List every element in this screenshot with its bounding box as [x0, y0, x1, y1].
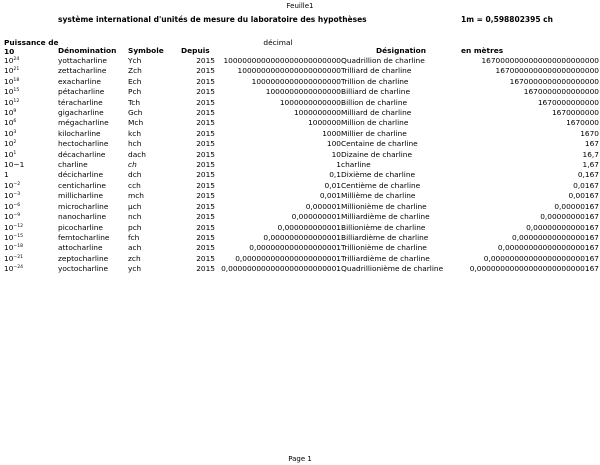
cell-since: 2015 — [196, 66, 215, 76]
cell-symbol: Tch — [128, 97, 141, 107]
power-base: 10 — [4, 66, 14, 76]
cell-decimal: 1000000000000000 — [265, 87, 341, 97]
page-footer: Page 1 — [288, 455, 312, 463]
cell-name: charline — [58, 160, 88, 170]
power-base: 10 — [4, 87, 14, 97]
cell-meters: 1670000000000000000000 — [495, 66, 599, 76]
cell-power — [4, 254, 58, 264]
cell-designation: Million de charline — [341, 118, 409, 128]
cell-power — [4, 87, 58, 97]
cell-power — [4, 98, 58, 108]
cell-since: 2015 — [196, 253, 215, 263]
cell-symbol: hch — [128, 139, 142, 149]
cell-decimal: 1000000000000000000 — [251, 76, 341, 86]
cell-power — [4, 223, 58, 233]
cell-power — [4, 66, 58, 76]
cell-power — [4, 77, 58, 87]
table-row — [4, 212, 599, 222]
table-row — [4, 170, 599, 180]
cell-designation: Billiardième de charline — [341, 232, 429, 242]
cell-since: 2015 — [196, 264, 215, 274]
header-since: Depuis — [181, 45, 210, 55]
cell-designation: Millionième de charline — [341, 201, 427, 211]
cell-decimal: 0,000000000000000000000001 — [221, 264, 341, 274]
cell-power — [4, 108, 58, 118]
cell-meters: 1670000000000000000000000 — [481, 56, 599, 65]
cell-power — [4, 129, 58, 139]
cell-symbol: Ech — [128, 76, 142, 86]
cell-since: 2015 — [196, 118, 215, 128]
power-exponent: 1 — [13, 150, 17, 156]
power-base: 10 — [4, 191, 14, 201]
cell-designation: Dixième de charline — [341, 170, 416, 180]
cell-meters: 1670 — [580, 128, 599, 138]
cell-power — [4, 233, 58, 243]
cell-decimal: 0,000000000001 — [277, 222, 341, 232]
cell-name: nanocharline — [58, 212, 107, 222]
power-base: 10 — [4, 149, 14, 159]
power-base: 10 — [4, 253, 14, 263]
cell-decimal: 1000000000000 — [279, 97, 341, 107]
cell-since: 2015 — [196, 201, 215, 211]
cell-power — [4, 170, 58, 180]
cell-designation: Billionième de charline — [341, 222, 426, 232]
cell-since: 2015 — [196, 191, 215, 201]
cell-designation: Trillion de charline — [341, 76, 409, 86]
cell-meters: 0,00000000000000000167 — [497, 243, 599, 253]
table-row — [4, 129, 599, 139]
cell-name: picocharline — [58, 222, 103, 232]
table-row — [4, 150, 599, 160]
power-base: 10 — [4, 139, 14, 149]
cell-decimal: 1000000000000000000000 — [237, 66, 341, 76]
cell-decimal: 100 — [326, 139, 341, 149]
cell-symbol: cch — [128, 180, 141, 190]
cell-decimal: 1000 — [322, 128, 341, 138]
cell-power — [4, 139, 58, 149]
cell-name: yoctocharline — [58, 264, 109, 274]
table-row — [4, 56, 599, 66]
power-exponent: 18 — [13, 77, 20, 83]
cell-designation: Trillionième de charline — [341, 243, 427, 253]
power-base: 10 — [4, 118, 14, 128]
cell-since: 2015 — [196, 160, 215, 170]
header-meters: en mètres — [461, 45, 504, 55]
cell-decimal: 1000000000000000000000000 — [223, 56, 341, 65]
cell-power — [4, 56, 58, 66]
cell-name: femtocharline — [58, 232, 110, 242]
cell-name: zeptocharline — [58, 253, 109, 263]
power-exponent: 2 — [13, 140, 17, 146]
cell-symbol: ych — [128, 264, 142, 274]
cell-symbol: pch — [128, 222, 142, 232]
cell-decimal: 0,1 — [329, 170, 341, 180]
cell-meters: 1670000000 — [551, 108, 599, 118]
cell-symbol: mch — [128, 191, 144, 201]
cell-symbol: Zch — [128, 66, 142, 76]
cell-name: yottacharline — [58, 56, 107, 65]
header-name: Dénomination — [58, 45, 117, 55]
cell-name: centicharline — [58, 180, 106, 190]
cell-decimal: 0,000000000000001 — [263, 232, 341, 242]
power-exponent: 3 — [13, 129, 17, 135]
cell-meters: 0,00000000167 — [540, 212, 599, 222]
power-base: 10 — [4, 76, 14, 86]
header-row — [4, 38, 599, 56]
cell-meters: 0,00000167 — [554, 201, 599, 211]
cell-since: 2015 — [196, 108, 215, 118]
table-row — [4, 66, 599, 76]
cell-designation: Centième de charline — [341, 180, 421, 190]
units-table — [4, 38, 599, 275]
cell-meters: 1670000000000 — [537, 97, 599, 107]
table-row — [4, 191, 599, 201]
cell-symbol: ach — [128, 243, 142, 253]
cell-since: 2015 — [196, 128, 215, 138]
conversion-ratio: 1m = 0,598802395 ch — [461, 15, 553, 24]
cell-since: 2015 — [196, 232, 215, 242]
cell-name: décicharline — [58, 170, 104, 180]
power-base: 10−1 — [4, 160, 25, 170]
cell-meters: 0,00167 — [568, 191, 599, 201]
cell-symbol: Mch — [128, 118, 144, 128]
power-exponent: −2 — [13, 181, 21, 187]
cell-symbol: µch — [128, 201, 142, 211]
cell-power — [4, 160, 58, 170]
cell-designation: Trilliardième de charline — [341, 253, 430, 263]
cell-name: hectocharline — [58, 139, 109, 149]
cell-meters: 1670000 — [566, 118, 599, 128]
power-exponent: −24 — [13, 265, 24, 271]
cell-since: 2015 — [196, 222, 215, 232]
cell-designation: Centaine de charline — [341, 139, 418, 149]
cell-designation: Quadrillionième de charline — [341, 264, 444, 274]
cell-meters: 1670000000000000 — [523, 87, 599, 97]
cell-power — [4, 202, 58, 212]
cell-name: pétacharline — [58, 87, 105, 97]
power-exponent: −6 — [13, 202, 21, 208]
cell-symbol: kch — [128, 128, 142, 138]
table-row — [4, 264, 599, 274]
header-power-line2: 10 — [4, 47, 15, 56]
table-row — [4, 98, 599, 108]
cell-power — [4, 118, 58, 128]
header-decimal-label: décimal — [263, 38, 293, 47]
cell-designation: Millier de charline — [341, 128, 407, 138]
cell-symbol: fch — [128, 232, 140, 242]
table-row — [4, 160, 599, 170]
cell-designation: charline — [341, 160, 371, 170]
table-row — [4, 139, 599, 149]
cell-decimal: 0,001 — [319, 191, 341, 201]
cell-name: téracharline — [58, 97, 103, 107]
cell-designation: Dizaine de charline — [341, 149, 413, 159]
cell-name: exacharline — [58, 76, 101, 86]
power-exponent: 21 — [13, 67, 20, 73]
cell-decimal: 1000000 — [308, 118, 341, 128]
power-exponent: −15 — [13, 233, 24, 239]
power-exponent: −3 — [13, 192, 21, 198]
cell-symbol: Pch — [128, 87, 142, 97]
cell-designation: Quadrillion de charline — [341, 56, 425, 65]
cell-meters: 0,0167 — [573, 180, 599, 190]
cell-meters: 1670000000000000000 — [509, 76, 599, 86]
cell-since: 2015 — [196, 139, 215, 149]
power-base: 10 — [4, 264, 14, 274]
cell-decimal: 0,000000000000000000001 — [235, 253, 341, 263]
power-exponent: 15 — [13, 88, 20, 94]
cell-decimal: 10 — [331, 149, 341, 159]
power-base: 10 — [4, 108, 14, 118]
header-designation: Désignation — [375, 45, 427, 55]
cell-designation: Millième de charline — [341, 191, 416, 201]
cell-decimal: 0,000000000000000001 — [249, 243, 341, 253]
cell-name: gigacharline — [58, 108, 104, 118]
cell-since: 2015 — [196, 180, 215, 190]
table-row — [4, 202, 599, 212]
cell-meters: 16,7 — [582, 149, 599, 159]
cell-since: 2015 — [196, 212, 215, 222]
power-exponent: 9 — [13, 109, 17, 115]
cell-designation: Billion de charline — [341, 97, 408, 107]
header-power — [4, 38, 58, 56]
table-row — [4, 233, 599, 243]
power-exponent: 6 — [13, 119, 17, 125]
cell-name: décacharline — [58, 149, 106, 159]
power-base: 10 — [4, 97, 14, 107]
cell-decimal: 1 — [336, 160, 341, 170]
cell-symbol: ch — [128, 160, 137, 170]
cell-meters: 0,00000000000167 — [526, 222, 599, 232]
cell-designation: Milliard de charline — [341, 108, 412, 118]
power-base: 10 — [4, 201, 14, 211]
table-row — [4, 254, 599, 264]
cell-symbol: zch — [128, 253, 141, 263]
cell-symbol: Gch — [128, 108, 143, 118]
power-base: 10 — [4, 243, 14, 253]
power-exponent: 12 — [13, 98, 20, 104]
cell-name: millicharline — [58, 191, 104, 201]
cell-decimal: 0,01 — [324, 180, 341, 190]
cell-power — [4, 212, 58, 222]
cell-name: attocharline — [58, 243, 103, 253]
cell-meters: 0,00000000000000000000000167 — [469, 264, 599, 274]
table-row — [4, 181, 599, 191]
power-exponent: −21 — [13, 254, 24, 260]
cell-designation: Billiard de charline — [341, 87, 411, 97]
power-base: 10 — [4, 180, 14, 190]
cell-symbol: dach — [128, 149, 146, 159]
table-row — [4, 223, 599, 233]
power-base: 10 — [4, 128, 14, 138]
power-exponent: 24 — [13, 57, 20, 62]
table-row — [4, 243, 599, 253]
cell-power — [4, 191, 58, 201]
cell-since: 2015 — [196, 87, 215, 97]
cell-since: 2015 — [196, 56, 215, 65]
power-exponent: −18 — [13, 244, 24, 250]
cell-since: 2015 — [196, 170, 215, 180]
power-base: 10 — [4, 232, 14, 242]
header-decimal — [215, 38, 341, 56]
power-base: 10 — [4, 56, 14, 65]
table-row — [4, 118, 599, 128]
cell-since: 2015 — [196, 149, 215, 159]
cell-symbol: Ych — [128, 56, 142, 65]
cell-name: mégacharline — [58, 118, 109, 128]
header-power-line1: Puissance de — [4, 38, 59, 47]
table-row — [4, 77, 599, 87]
power-base: 10 — [4, 222, 14, 232]
table-row — [4, 87, 599, 97]
cell-decimal: 0,000000001 — [291, 212, 341, 222]
table-row — [4, 108, 599, 118]
cell-since: 2015 — [196, 97, 215, 107]
power-exponent: −9 — [13, 213, 21, 219]
cell-meters: 0,00000000000000167 — [512, 232, 599, 242]
table-body — [4, 56, 599, 275]
cell-since: 2015 — [196, 76, 215, 86]
cell-symbol: dch — [128, 170, 142, 180]
cell-meters: 0,00000000000000000000167 — [483, 253, 599, 263]
cell-power — [4, 150, 58, 160]
cell-decimal: 1000000000 — [293, 108, 341, 118]
cell-designation: Milliardième de charline — [341, 212, 430, 222]
power-base: 10 — [4, 212, 14, 222]
cell-since: 2015 — [196, 243, 215, 253]
cell-designation: Trilliard de charline — [341, 66, 412, 76]
cell-meters: 167 — [584, 139, 599, 149]
cell-symbol: nch — [128, 212, 142, 222]
cell-name: microcharline — [58, 201, 109, 211]
cell-power — [4, 181, 58, 191]
cell-power — [4, 243, 58, 253]
cell-power — [4, 264, 58, 274]
cell-meters: 1,67 — [582, 160, 599, 170]
power-base: 1 — [4, 170, 9, 180]
cell-name: zettacharline — [58, 66, 107, 76]
header-symbol: Symbole — [128, 45, 164, 55]
power-exponent: −12 — [13, 223, 24, 229]
cell-name: kilocharline — [58, 128, 101, 138]
sheet-title: Feuille1 — [286, 2, 314, 10]
document-title: système international d'unités de mesure du laboratoire des hypothèses — [58, 15, 367, 24]
cell-meters: 0,167 — [577, 170, 599, 180]
cell-decimal: 0,000001 — [305, 201, 341, 211]
